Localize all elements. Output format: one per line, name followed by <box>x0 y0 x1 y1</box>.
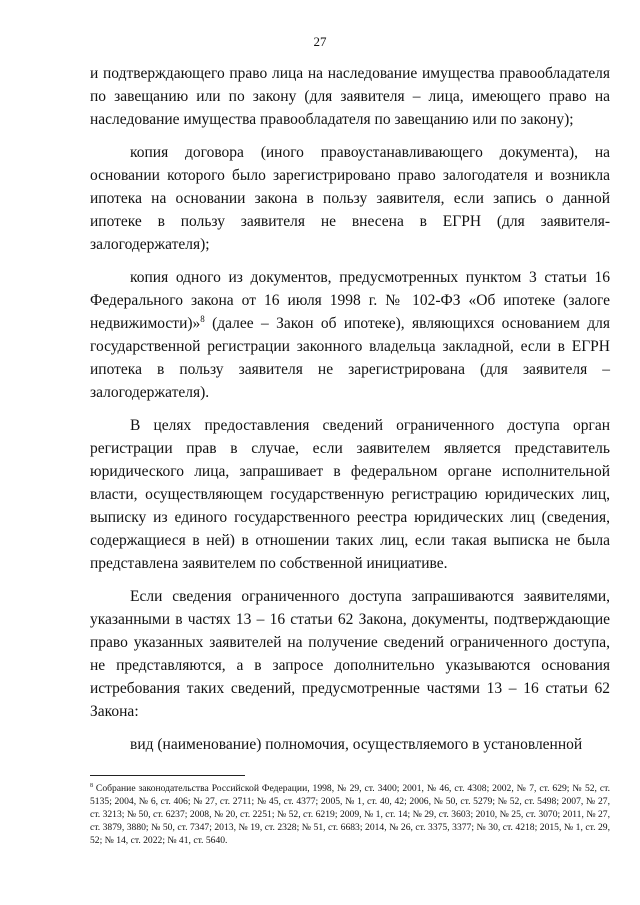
paragraph-restricted-access-grounds: Если сведения ограниченного доступа запрашиваются заявителями, указанными в частях 13 – 16 статьи 62 Закона, документы, подтверждающие право указанных заявителей на получение сведений ограниченного доступа, не представляются, а в запросе дополнительно указываются основания истребования таких сведений, предусмотренные частями 13 – 16 статьи 62 Закона: <box>90 588 610 720</box>
document-body <box>90 62 610 766</box>
paragraph-legal-entity-extract: В целях предоставления сведений ограниченного доступа орган регистрации прав в случае, если заявителем является представитель юридического лица, запрашивает в федеральном органе исполнительной власти, осуществляющем государственную регистрацию юридических лиц, выписку из единого государственного реестра юридических лиц (сведения, содержащиеся в ней) в отношении таких лиц, если такая выписка не была представлена заявителем по собственной инициативе. <box>90 417 610 572</box>
paragraph-authority-type: вид (наименование) полномочия, осуществляемого в установленной <box>130 736 583 753</box>
paragraph-mortgage-documents <box>90 266 610 404</box>
paragraph-contract-copy: копия договора (иного правоустанавливающего документа), на основании которого было зарегистрировано право залогодателя и возникла ипотека на основании закона в пользу заявителя, если запись о данной ипотеке в пользу заявителя не внесена в ЕГРН (для заявителя-залогодержателя); <box>90 144 610 253</box>
footnote-separator <box>90 775 245 776</box>
paragraph-mortgage-text-after: (далее – Закон об ипотеке), являющихся основанием для государственной регистрации законного владельца закладной, если в ЕГРН ипотека в пользу заявителя не зарегистрирована (для заявителя – залогодержателя). <box>90 315 610 401</box>
footnote <box>90 782 610 847</box>
footnote-reference: 8 <box>200 313 205 324</box>
paragraph-inheritance-continuation: и подтверждающего право лица на наследование имущества правообладателя по завещанию или по закону (для заявителя – лица, имеющего право на наследование имущества правообладателя по завещанию или по закону); <box>90 65 610 128</box>
footnote-text: Собрание законодательства Российской Федерации, 1998, № 29, ст. 3400; 2001, № 46, ст. 4308; 2002, № 7, ст. 629; № 52, ст. 5135; 2004, № 6, ст. 406; № 27, ст. 2711; № 45, ст. 4377; 2005, № 1, ст. 40, 42; 2006, № 50, ст. 5279; № 52, ст. 5498; 2007, № 27, ст. 3213; № 50, ст. 6237; 2008, № 20, ст. 2251; № 52, ст. 6219; 2009, № 1, ст. 14; № 29, ст. 3603; 2010, № 25, ст. 3070; 2011, № 27, ст. 3879, 3880; № 50, ст. 7347; 2013, № 19, ст. 2328; № 51, ст. 6683; 2014, № 26, ст. 3375, 3377; № 30, ст. 4218; 2015, № 1, ст. 29, 52; № 14, ст. 2022; № 41, ст. 5640. <box>90 783 610 846</box>
page-number: 27 <box>313 34 327 49</box>
footnote-marker: 8 <box>90 782 93 789</box>
paragraph-mortgage-text-before: копия одного из документов, предусмотренных пунктом 3 статьи 16 Федерального закона от 16 июля 1998 г. № 102-ФЗ «Об ипотеке (залоге недвижимости)» <box>90 269 610 332</box>
